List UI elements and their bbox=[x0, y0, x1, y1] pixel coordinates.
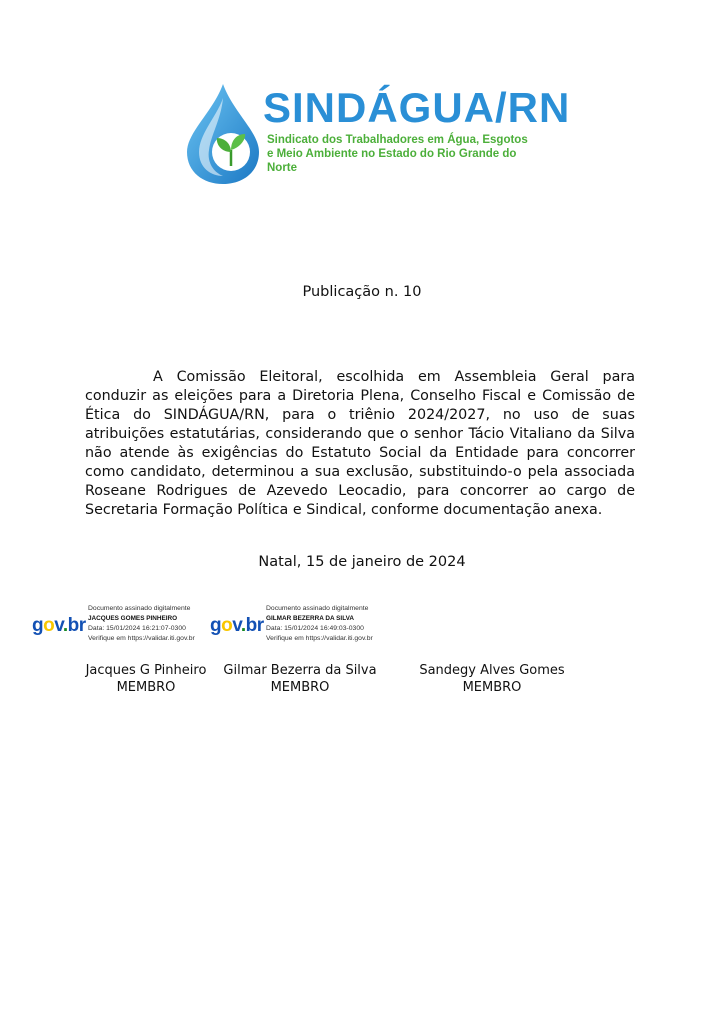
publication-body: A Comissão Eleitoral, escolhida em Assembleia Geral para conduzir as eleições para a Diretoria Plena, Conselho Fiscal e Comissão de Ética do SINDÁGUA/RN, para o triênio 2024/2027, no uso de suas atribuições estatutárias, considerando que o senhor Tácio Vitaliano da Silva não atende às exigências do Estatuto Social da Entidade para concorrer como candidato, determinou a sua exclusão, substituindo-o pela associada Roseane Rodrigues de Azevedo Leocadio, para concorrer ao cargo de Secretaria Formação Política e Sindical, conforme documentação anexa. bbox=[85, 369, 635, 518]
signature-date: Data: 15/01/2024 16:21:07-0300 bbox=[88, 625, 186, 632]
signature-caption: Documento assinado digitalmente bbox=[88, 605, 191, 612]
signature-date: Data: 15/01/2024 16:49:03-0300 bbox=[266, 625, 364, 632]
signature-verify: Verifique em https://validar.iti.gov.br bbox=[266, 635, 373, 642]
digital-signature-1 bbox=[32, 604, 212, 648]
gov-br-logo: gov.br bbox=[32, 615, 86, 636]
org-subtitle-line-1: Sindicato dos Trabalhadores em Água, Esgotos bbox=[267, 134, 528, 146]
digital-signature-2 bbox=[210, 604, 390, 648]
member-1 bbox=[56, 662, 236, 696]
signature-caption: Documento assinado digitalmente bbox=[266, 605, 369, 612]
org-subtitle bbox=[267, 133, 543, 175]
signature-verify: Verifique em https://validar.iti.gov.br bbox=[88, 635, 195, 642]
signer-name: JACQUES GOMES PINHEIRO bbox=[88, 615, 178, 622]
publication-title: Publicação n. 10 bbox=[302, 284, 422, 300]
member-role: MEMBRO bbox=[462, 680, 522, 695]
member-role: MEMBRO bbox=[116, 680, 176, 695]
water-drop-leaf-icon bbox=[183, 82, 263, 186]
member-name: Gilmar Bezerra da Silva bbox=[223, 663, 377, 678]
gov-br-logo: gov.br bbox=[210, 615, 264, 636]
sindagua-logo bbox=[183, 82, 571, 186]
signature-details bbox=[88, 604, 195, 644]
member-3 bbox=[402, 662, 582, 696]
member-name: Sandegy Alves Gomes bbox=[419, 663, 565, 678]
member-role: MEMBRO bbox=[270, 680, 330, 695]
org-subtitle-line-2: e Meio Ambiente no Estado do Rio Grande do Norte bbox=[267, 148, 517, 174]
signature-details bbox=[266, 604, 373, 644]
member-2 bbox=[210, 662, 390, 696]
date-line: Natal, 15 de janeiro de 2024 bbox=[258, 554, 466, 570]
member-name: Jacques G Pinheiro bbox=[85, 663, 207, 678]
org-name: SINDÁGUA/RN bbox=[263, 84, 571, 131]
signer-name: GILMAR BEZERRA DA SILVA bbox=[266, 615, 355, 622]
